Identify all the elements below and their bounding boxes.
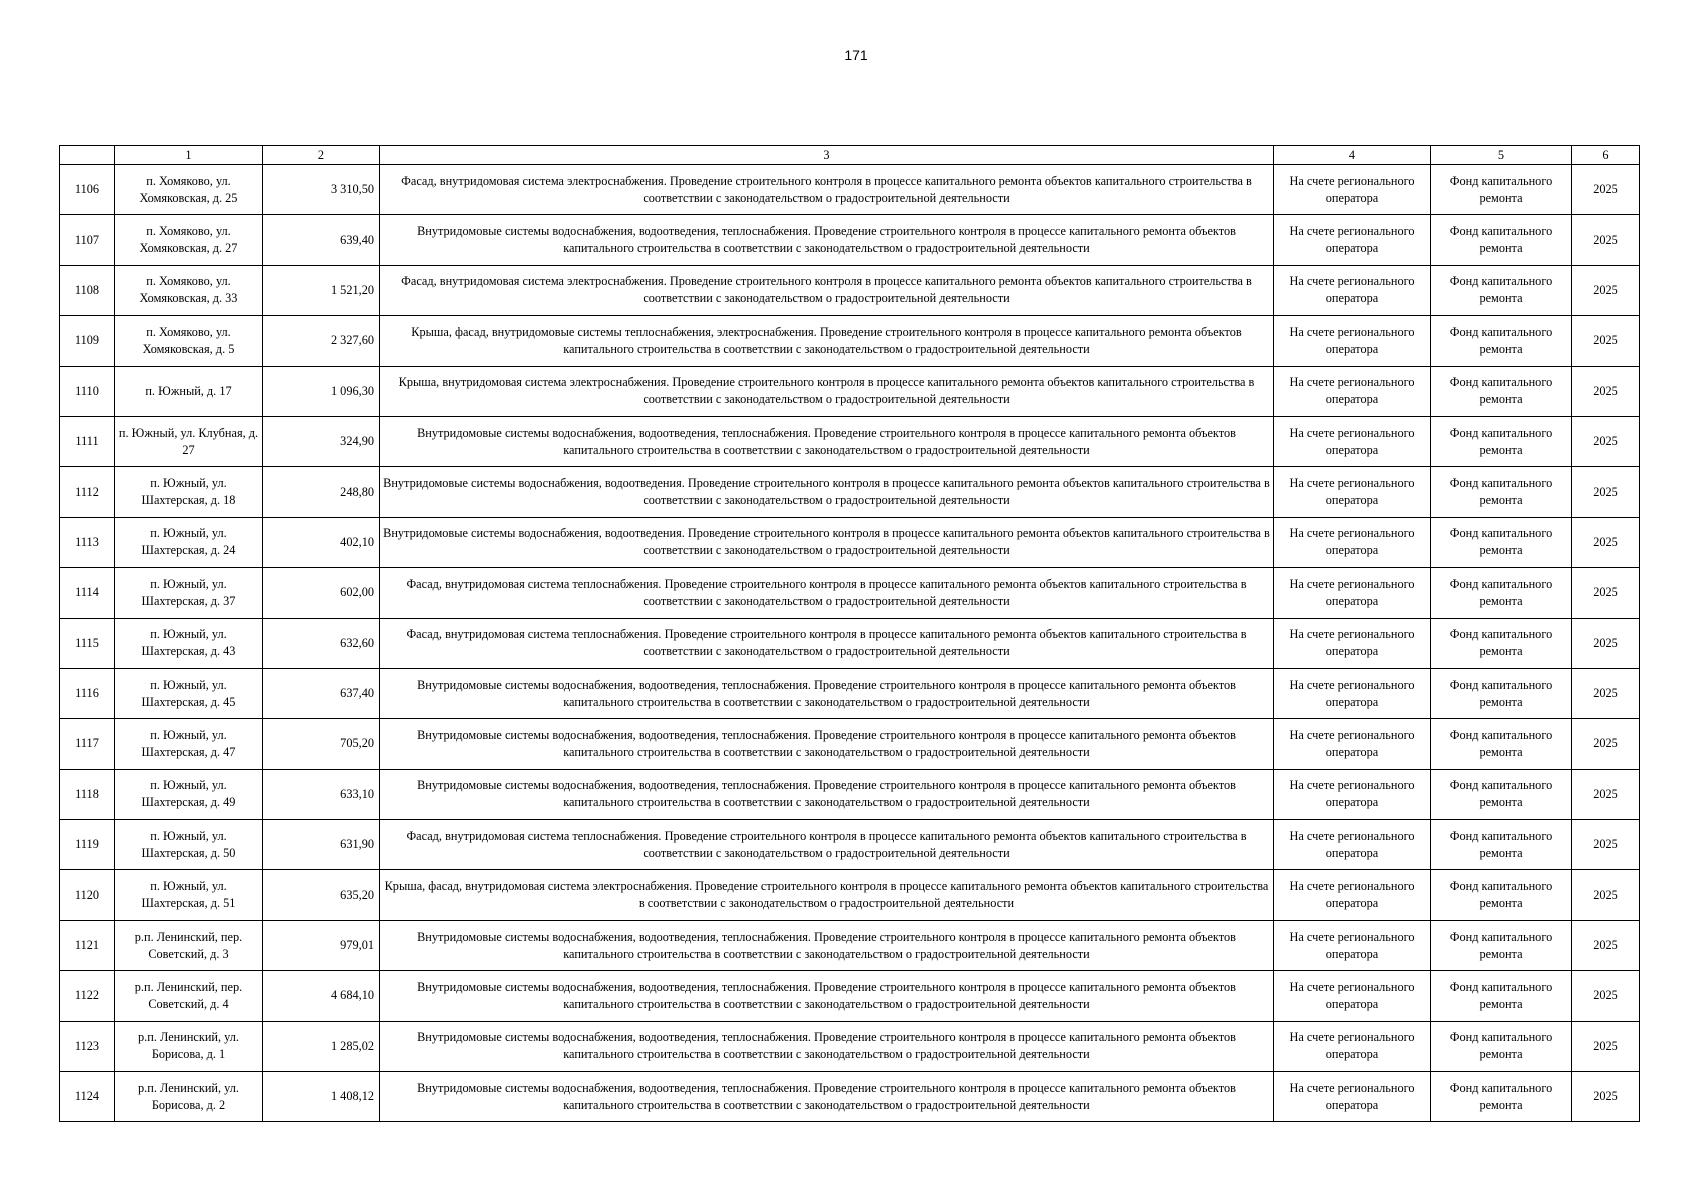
works-description-cell: Внутридомовые системы водоснабжения, водоотведения, теплоснабжения. Проведение строительного контроля в процессе капитального ремонта объектов капитального строительства в соответствии с законодательством о градостроительной деятельности: [380, 719, 1274, 769]
table-row: [60, 971, 1640, 1021]
account-method-cell: На счете регионального оператора: [1274, 416, 1431, 466]
works-description-cell: Внутридомовые системы водоснабжения, водоотведения, теплоснабжения. Проведение строительного контроля в процессе капитального ремонта объектов капитального строительства в соответствии с законодательством о градостроительной деятельности: [380, 1021, 1274, 1071]
row-number-cell: 1119: [60, 820, 115, 870]
works-description-cell: Внутридомовые системы водоснабжения, водоотведения, теплоснабжения. Проведение строительного контроля в процессе капитального ремонта объектов капитального строительства в соответствии с законодательством о градостроительной деятельности: [380, 971, 1274, 1021]
year-cell: 2025: [1572, 316, 1640, 366]
area-cell: 1 408,12: [263, 1072, 380, 1122]
area-cell: 602,00: [263, 568, 380, 618]
area-cell: 1 096,30: [263, 366, 380, 416]
header-cell: 4: [1274, 146, 1431, 165]
funding-source-cell: Фонд капитального ремонта: [1431, 719, 1572, 769]
row-number-cell: 1106: [60, 165, 115, 215]
funding-source-cell: Фонд капитального ремонта: [1431, 165, 1572, 215]
works-description-cell: Крыша, внутридомовая система электроснабжения. Проведение строительного контроля в процессе капитального ремонта объектов капитального строительства в соответствии с законодательством о градостроительной деятельности: [380, 366, 1274, 416]
funding-source-cell: Фонд капитального ремонта: [1431, 568, 1572, 618]
works-description-cell: Внутридомовые системы водоснабжения, водоотведения, теплоснабжения. Проведение строительного контроля в процессе капитального ремонта объектов капитального строительства в соответствии с законодательством о градостроительной деятельности: [380, 769, 1274, 819]
account-method-cell: На счете регионального оператора: [1274, 467, 1431, 517]
account-method-cell: На счете регионального оператора: [1274, 1021, 1431, 1071]
table-body: [60, 165, 1640, 1122]
row-number-cell: 1115: [60, 618, 115, 668]
account-method-cell: На счете регионального оператора: [1274, 668, 1431, 718]
year-cell: 2025: [1572, 467, 1640, 517]
works-description-cell: Внутридомовые системы водоснабжения, водоотведения, теплоснабжения. Проведение строительного контроля в процессе капитального ремонта объектов капитального строительства в соответствии с законодательством о градостроительной деятельности: [380, 920, 1274, 970]
table-row: [60, 618, 1640, 668]
area-cell: 635,20: [263, 870, 380, 920]
funding-source-cell: Фонд капитального ремонта: [1431, 820, 1572, 870]
works-description-cell: Внутридомовые системы водоснабжения, водоотведения, теплоснабжения. Проведение строительного контроля в процессе капитального ремонта объектов капитального строительства в соответствии с законодательством о градостроительной деятельности: [380, 416, 1274, 466]
area-cell: 639,40: [263, 215, 380, 265]
works-description-cell: Крыша, фасад, внутридомовые системы теплоснабжения, электроснабжения. Проведение строительного контроля в процессе капитального ремонта объектов капитального строительства в соответствии с законодательством о градостроительной деятельности: [380, 316, 1274, 366]
address-cell: п. Южный, ул. Шахтерская, д. 45: [115, 668, 263, 718]
table-row: [60, 769, 1640, 819]
table-row: [60, 316, 1640, 366]
account-method-cell: На счете регионального оператора: [1274, 366, 1431, 416]
account-method-cell: На счете регионального оператора: [1274, 769, 1431, 819]
works-description-cell: Внутридомовые системы водоснабжения, водоотведения. Проведение строительного контроля в процессе капитального ремонта объектов капитального строительства в соответствии с законодательством о градостроительной деятельности: [380, 467, 1274, 517]
table-row: [60, 1021, 1640, 1071]
area-cell: 632,60: [263, 618, 380, 668]
funding-source-cell: Фонд капитального ремонта: [1431, 920, 1572, 970]
address-cell: п. Хомяково, ул. Хомяковская, д. 27: [115, 215, 263, 265]
table-row: [60, 719, 1640, 769]
works-description-cell: Внутридомовые системы водоснабжения, водоотведения, теплоснабжения. Проведение строительного контроля в процессе капитального ремонта объектов капитального строительства в соответствии с законодательством о градостроительной деятельности: [380, 215, 1274, 265]
area-cell: 324,90: [263, 416, 380, 466]
row-number-cell: 1122: [60, 971, 115, 1021]
header-index-cell: [60, 146, 115, 165]
address-cell: р.п. Ленинский, ул. Борисова, д. 2: [115, 1072, 263, 1122]
funding-source-cell: Фонд капитального ремонта: [1431, 971, 1572, 1021]
row-number-cell: 1120: [60, 870, 115, 920]
year-cell: 2025: [1572, 215, 1640, 265]
funding-source-cell: Фонд капитального ремонта: [1431, 265, 1572, 315]
works-description-cell: Крыша, фасад, внутридомовая система электроснабжения. Проведение строительного контроля в процессе капитального ремонта объектов капитального строительства в соответствии с законодательством о градостроительной деятельности: [380, 870, 1274, 920]
repair-program-table: [59, 145, 1640, 1122]
works-description-cell: Фасад, внутридомовая система электроснабжения. Проведение строительного контроля в процессе капитального ремонта объектов капитального строительства в соответствии с законодательством о градостроительной деятельности: [380, 265, 1274, 315]
area-cell: 402,10: [263, 517, 380, 567]
address-cell: р.п. Ленинский, ул. Борисова, д. 1: [115, 1021, 263, 1071]
account-method-cell: На счете регионального оператора: [1274, 920, 1431, 970]
header-cell: 2: [263, 146, 380, 165]
area-cell: 705,20: [263, 719, 380, 769]
table-row: [60, 366, 1640, 416]
funding-source-cell: Фонд капитального ремонта: [1431, 870, 1572, 920]
account-method-cell: На счете регионального оператора: [1274, 265, 1431, 315]
header-cell: 1: [115, 146, 263, 165]
account-method-cell: На счете регионального оператора: [1274, 820, 1431, 870]
area-cell: 4 684,10: [263, 971, 380, 1021]
row-number-cell: 1112: [60, 467, 115, 517]
row-number-cell: 1117: [60, 719, 115, 769]
account-method-cell: На счете регионального оператора: [1274, 618, 1431, 668]
row-number-cell: 1108: [60, 265, 115, 315]
table-row: [60, 920, 1640, 970]
funding-source-cell: Фонд капитального ремонта: [1431, 1021, 1572, 1071]
funding-source-cell: Фонд капитального ремонта: [1431, 366, 1572, 416]
year-cell: 2025: [1572, 668, 1640, 718]
table-row: [60, 820, 1640, 870]
funding-source-cell: Фонд капитального ремонта: [1431, 668, 1572, 718]
area-cell: 631,90: [263, 820, 380, 870]
year-cell: 2025: [1572, 265, 1640, 315]
table-row: [60, 517, 1640, 567]
account-method-cell: На счете регионального оператора: [1274, 971, 1431, 1021]
area-cell: 1 521,20: [263, 265, 380, 315]
year-cell: 2025: [1572, 618, 1640, 668]
table-row: [60, 416, 1640, 466]
funding-source-cell: Фонд капитального ремонта: [1431, 618, 1572, 668]
address-cell: п. Хомяково, ул. Хомяковская, д. 25: [115, 165, 263, 215]
area-cell: 637,40: [263, 668, 380, 718]
year-cell: 2025: [1572, 366, 1640, 416]
year-cell: 2025: [1572, 769, 1640, 819]
account-method-cell: На счете регионального оператора: [1274, 719, 1431, 769]
account-method-cell: На счете регионального оператора: [1274, 215, 1431, 265]
address-cell: п. Южный, ул. Шахтерская, д. 18: [115, 467, 263, 517]
year-cell: 2025: [1572, 568, 1640, 618]
table-row: [60, 668, 1640, 718]
row-number-cell: 1110: [60, 366, 115, 416]
address-cell: п. Южный, ул. Шахтерская, д. 47: [115, 719, 263, 769]
funding-source-cell: Фонд капитального ремонта: [1431, 769, 1572, 819]
table-row: [60, 215, 1640, 265]
row-number-cell: 1116: [60, 668, 115, 718]
works-description-cell: Фасад, внутридомовая система электроснабжения. Проведение строительного контроля в процессе капитального ремонта объектов капитального строительства в соответствии с законодательством о градостроительной деятельности: [380, 165, 1274, 215]
area-cell: 633,10: [263, 769, 380, 819]
year-cell: 2025: [1572, 971, 1640, 1021]
header-row: [60, 146, 1640, 165]
address-cell: п. Хомяково, ул. Хомяковская, д. 5: [115, 316, 263, 366]
year-cell: 2025: [1572, 165, 1640, 215]
address-cell: п. Южный, ул. Шахтерская, д. 24: [115, 517, 263, 567]
account-method-cell: На счете регионального оператора: [1274, 165, 1431, 215]
year-cell: 2025: [1572, 517, 1640, 567]
year-cell: 2025: [1572, 1021, 1640, 1071]
row-number-cell: 1109: [60, 316, 115, 366]
works-description-cell: Фасад, внутридомовая система теплоснабжения. Проведение строительного контроля в процессе капитального ремонта объектов капитального строительства в соответствии с законодательством о градостроительной деятельности: [380, 618, 1274, 668]
address-cell: р.п. Ленинский, пер. Советский, д. 4: [115, 971, 263, 1021]
table-row: [60, 467, 1640, 517]
funding-source-cell: Фонд капитального ремонта: [1431, 1072, 1572, 1122]
header-cell: 6: [1572, 146, 1640, 165]
address-cell: п. Южный, ул. Шахтерская, д. 49: [115, 769, 263, 819]
area-cell: 1 285,02: [263, 1021, 380, 1071]
row-number-cell: 1124: [60, 1072, 115, 1122]
address-cell: п. Хомяково, ул. Хомяковская, д. 33: [115, 265, 263, 315]
year-cell: 2025: [1572, 920, 1640, 970]
area-cell: 979,01: [263, 920, 380, 970]
address-cell: п. Южный, ул. Шахтерская, д. 50: [115, 820, 263, 870]
row-number-cell: 1123: [60, 1021, 115, 1071]
year-cell: 2025: [1572, 820, 1640, 870]
funding-source-cell: Фонд капитального ремонта: [1431, 215, 1572, 265]
year-cell: 2025: [1572, 416, 1640, 466]
works-description-cell: Фасад, внутридомовая система теплоснабжения. Проведение строительного контроля в процессе капитального ремонта объектов капитального строительства в соответствии с законодательством о градостроительной деятельности: [380, 568, 1274, 618]
year-cell: 2025: [1572, 870, 1640, 920]
works-description-cell: Внутридомовые системы водоснабжения, водоотведения, теплоснабжения. Проведение строительного контроля в процессе капитального ремонта объектов капитального строительства в соответствии с законодательством о градостроительной деятельности: [380, 1072, 1274, 1122]
address-cell: п. Южный, ул. Клубная, д. 27: [115, 416, 263, 466]
table-row: [60, 165, 1640, 215]
account-method-cell: На счете регионального оператора: [1274, 517, 1431, 567]
header-cell: 5: [1431, 146, 1572, 165]
account-method-cell: На счете регионального оператора: [1274, 1072, 1431, 1122]
account-method-cell: На счете регионального оператора: [1274, 568, 1431, 618]
address-cell: п. Южный, ул. Шахтерская, д. 43: [115, 618, 263, 668]
funding-source-cell: Фонд капитального ремонта: [1431, 467, 1572, 517]
area-cell: 248,80: [263, 467, 380, 517]
header-cell: 3: [380, 146, 1274, 165]
funding-source-cell: Фонд капитального ремонта: [1431, 416, 1572, 466]
page-number: 171: [844, 47, 868, 63]
address-cell: р.п. Ленинский, пер. Советский, д. 3: [115, 920, 263, 970]
table-row: [60, 870, 1640, 920]
address-cell: п. Южный, ул. Шахтерская, д. 51: [115, 870, 263, 920]
row-number-cell: 1111: [60, 416, 115, 466]
works-description-cell: Внутридомовые системы водоснабжения, водоотведения, теплоснабжения. Проведение строительного контроля в процессе капитального ремонта объектов капитального строительства в соответствии с законодательством о градостроительной деятельности: [380, 668, 1274, 718]
row-number-cell: 1114: [60, 568, 115, 618]
row-number-cell: 1118: [60, 769, 115, 819]
works-description-cell: Внутридомовые системы водоснабжения, водоотведения. Проведение строительного контроля в процессе капитального ремонта объектов капитального строительства в соответствии с законодательством о градостроительной деятельности: [380, 517, 1274, 567]
table-row: [60, 568, 1640, 618]
account-method-cell: На счете регионального оператора: [1274, 316, 1431, 366]
table-row: [60, 1072, 1640, 1122]
year-cell: 2025: [1572, 719, 1640, 769]
address-cell: п. Южный, ул. Шахтерская, д. 37: [115, 568, 263, 618]
row-number-cell: 1107: [60, 215, 115, 265]
works-description-cell: Фасад, внутридомовая система теплоснабжения. Проведение строительного контроля в процессе капитального ремонта объектов капитального строительства в соответствии с законодательством о градостроительной деятельности: [380, 820, 1274, 870]
area-cell: 3 310,50: [263, 165, 380, 215]
area-cell: 2 327,60: [263, 316, 380, 366]
table-header: [60, 146, 1640, 165]
row-number-cell: 1113: [60, 517, 115, 567]
account-method-cell: На счете регионального оператора: [1274, 870, 1431, 920]
table-row: [60, 265, 1640, 315]
year-cell: 2025: [1572, 1072, 1640, 1122]
address-cell: п. Южный, д. 17: [115, 366, 263, 416]
funding-source-cell: Фонд капитального ремонта: [1431, 517, 1572, 567]
row-number-cell: 1121: [60, 920, 115, 970]
funding-source-cell: Фонд капитального ремонта: [1431, 316, 1572, 366]
